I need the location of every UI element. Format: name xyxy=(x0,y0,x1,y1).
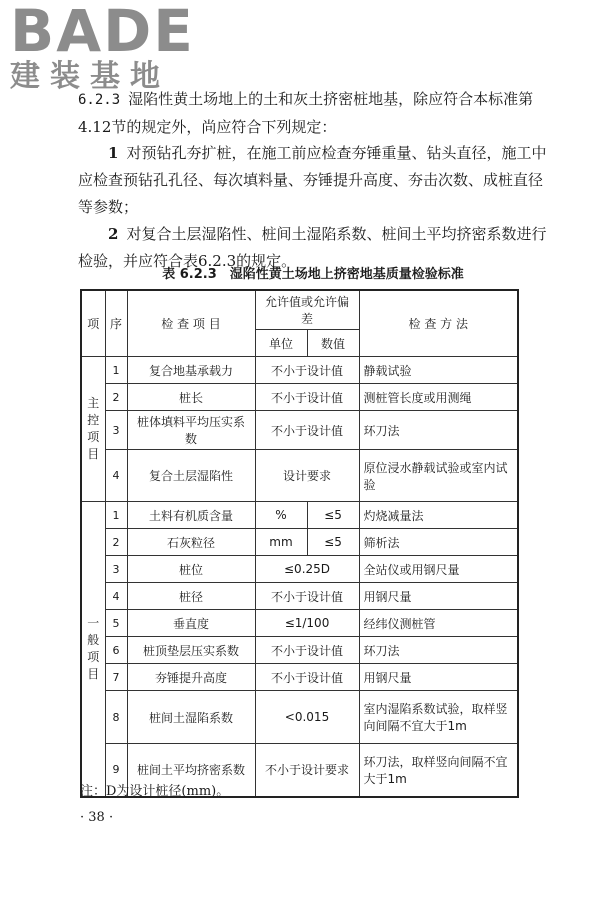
logo-brand: BADE xyxy=(10,0,195,65)
check-method: 室内湿陷系数试验，取样竖向间隔不宜大于1m xyxy=(359,691,518,744)
allowance-value: 不小于设计值 xyxy=(255,384,359,411)
logo xyxy=(10,0,195,94)
row-number: 3 xyxy=(105,411,127,450)
check-method: 环刀法 xyxy=(359,637,518,664)
check-method: 测桩管长度或用测绳 xyxy=(359,384,518,411)
row-number: 6 xyxy=(105,637,127,664)
header-method: 检 查 方 法 xyxy=(359,290,518,357)
item-2-number: 2 xyxy=(108,225,119,243)
check-item: 石灰粒径 xyxy=(127,529,255,556)
row-number: 4 xyxy=(105,583,127,610)
check-item: 桩间土湿陷系数 xyxy=(127,691,255,744)
numeric-value: ≤5 xyxy=(307,529,359,556)
group-label-main: 主 控 项 目 xyxy=(81,357,105,502)
check-method: 用钢尺量 xyxy=(359,583,518,610)
check-method: 经纬仪测桩管 xyxy=(359,610,518,637)
item-1-text: 对预钻孔夯扩桩，在施工前应检查夯锤重量、钻头直径，施工中应检查预钻孔孔径、每次填料量、夯锤提升高度、夯击次数、成桩直径等参数； xyxy=(78,144,547,216)
allowance-value: 不小于设计值 xyxy=(255,664,359,691)
check-item: 桩间土平均挤密系数 xyxy=(127,744,255,797)
group-label-general: 一 般 项 目 xyxy=(81,502,105,797)
table-caption: 表 6.2.3 湿陷性黄土场地上挤密地基质量检验标准 xyxy=(162,267,464,282)
allowance-value: ≤1/100 xyxy=(255,610,359,637)
unit-value: mm xyxy=(255,529,307,556)
check-item: 复合地基承载力 xyxy=(127,357,255,384)
check-method: 环刀法 xyxy=(359,411,518,450)
section-number: 6.2.3 xyxy=(78,92,121,108)
row-number: 8 xyxy=(105,691,127,744)
check-method: 原位浸水静载试验或室内试验 xyxy=(359,450,518,502)
check-item: 桩体填料平均压实系数 xyxy=(127,411,255,450)
logo-subtitle: 建装基地 xyxy=(10,59,170,94)
allowance-value: <0.015 xyxy=(255,691,359,744)
row-number: 1 xyxy=(105,502,127,529)
check-method: 用钢尺量 xyxy=(359,664,518,691)
check-item: 复合土层湿陷性 xyxy=(127,450,255,502)
check-method: 环刀法，取样竖向间隔不宜大于1m xyxy=(359,744,518,797)
page-number: · 38 · xyxy=(80,810,114,825)
row-number: 9 xyxy=(105,744,127,797)
header-item: 项 xyxy=(81,290,105,357)
check-item: 桩顶垫层压实系数 xyxy=(127,637,255,664)
row-number: 1 xyxy=(105,357,127,384)
clause-item-1 xyxy=(78,140,548,221)
allowance-value: 不小于设计值 xyxy=(255,637,359,664)
clause-intro xyxy=(78,86,548,141)
check-method: 筛析法 xyxy=(359,529,518,556)
check-item: 桩位 xyxy=(127,556,255,583)
check-item: 桩长 xyxy=(127,384,255,411)
row-number: 2 xyxy=(105,384,127,411)
row-number: 3 xyxy=(105,556,127,583)
row-number: 7 xyxy=(105,664,127,691)
allowance-value: 设计要求 xyxy=(255,450,359,502)
check-method: 全站仪或用钢尺量 xyxy=(359,556,518,583)
header-check-item: 检 查 项 目 xyxy=(127,290,255,357)
header-allowance: 允许值或允许偏差 xyxy=(255,290,359,330)
table-note: 注：D为设计桩径(mm)。 xyxy=(80,784,230,799)
check-method: 静载试验 xyxy=(359,357,518,384)
check-method: 灼烧减量法 xyxy=(359,502,518,529)
allowance-value: 不小于设计值 xyxy=(255,411,359,450)
check-item: 桩径 xyxy=(127,583,255,610)
unit-value: % xyxy=(255,502,307,529)
check-item: 垂直度 xyxy=(127,610,255,637)
header-value: 数值 xyxy=(307,330,359,357)
row-number: 5 xyxy=(105,610,127,637)
allowance-value: 不小于设计值 xyxy=(255,357,359,384)
item-1-number: 1 xyxy=(108,144,119,162)
numeric-value: ≤5 xyxy=(307,502,359,529)
check-item: 夯锤提升高度 xyxy=(127,664,255,691)
allowance-value: 不小于设计要求 xyxy=(255,744,359,797)
row-number: 4 xyxy=(105,450,127,502)
inspection-standard-table xyxy=(80,289,519,798)
header-seq: 序 xyxy=(105,290,127,357)
row-number: 2 xyxy=(105,529,127,556)
item-2-text: 对复合土层湿陷性、桩间土湿陷系数、桩间土平均挤密系数进行检验，并应符合表6.2.3的规定。 xyxy=(78,225,547,270)
allowance-value: 不小于设计值 xyxy=(255,583,359,610)
clause-intro-text: 湿陷性黄土场地上的土和灰土挤密桩地基，除应符合本标准第4.12节的规定外，尚应符合下列规定： xyxy=(78,90,534,136)
header-unit: 单位 xyxy=(255,330,307,357)
check-item: 土料有机质含量 xyxy=(127,502,255,529)
allowance-value: ≤0.25D xyxy=(255,556,359,583)
